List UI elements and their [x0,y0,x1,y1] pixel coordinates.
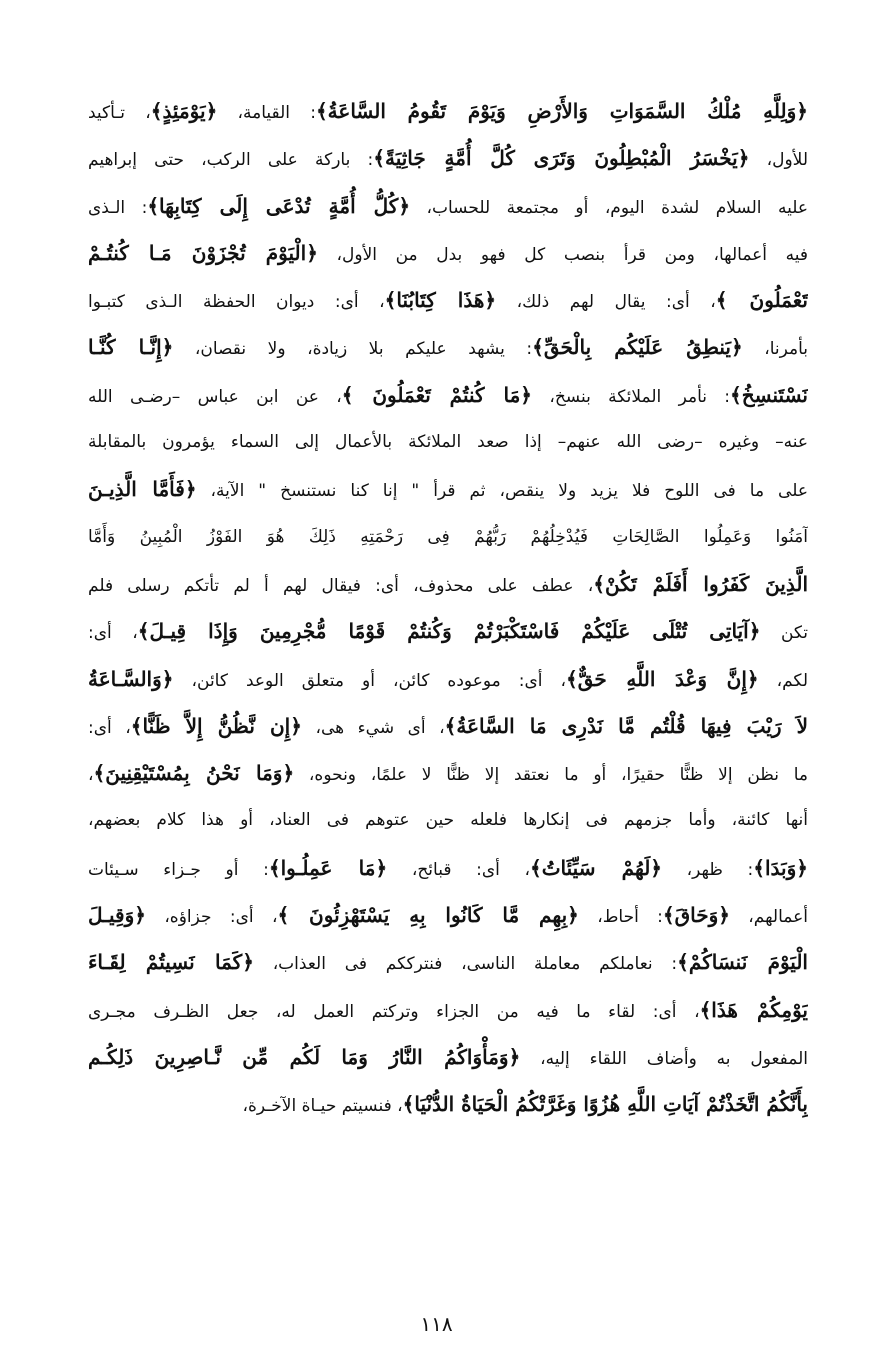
text-line-17: ﴿وَبَدَا﴾: ظهر، ﴿لَهُمْ سَيِّئَاتُ﴾، أى: قبائح، ﴿مَا عَمِلُـوا﴾: أو جـزاء سـيئات [88,855,808,880]
text-line-16: أنها كائنة، وأما جزمهم فى إنكارها فلعله حين عتوهم فى العناد، أو هذا كلام بعضهم، [88,810,808,831]
text-line-1: ﴿وَلِلَّهِ مُلْكُ السَّمَوَاتِ وَالأَرْضِ وَيَوْمَ تَقُومُ السَّاعَةُ﴾: القيامة، ﴿يَوْمَئِذٍ﴾، تـأكيد [88,99,808,123]
text-line-10: آمَنُوا وَعَمِلُوا الصَّالِحَاتِ فَيُدْخِلُهُمْ رَبُّهُمْ فِى رَحْمَتِهِ ذَلِكَ هُوَ الفَوْزُ الْمُبِينُ وَأَمَّا [88,526,808,547]
text-line-5: تَعْمَلُونَ ﴾، أى: يقال لهم ذلك، ﴿هَذَا كِتَابُنَا﴾، أى: ديوان الحفظة الـذى كتبـوا [88,288,808,313]
text-line-8: عنه– وغيره –رضى الله عنهم– إذا صعد الملائكة بالأعمال إلى السماء يؤمرون بالمقابلة [88,432,808,453]
text-line-12: تكن ﴿آيَاتِى تُتْلَى عَلَيْكُمْ فَاسْتَكْبَرْتُمْ وَكُنتُمْ قَوْمًا مُّجْرِمِينَ وَإِذَا قِيـلَ﴾، أى: [88,619,808,644]
text-line-7: نَسْتَنسِخُ﴾: نأمر الملائكة بنسخ، ﴿مَا كُنتُمْ تَعْمَلُونَ ﴾، عن ابن عباس –رضـى الله [88,382,808,407]
text-line-2: للأول، ﴿يَخْسَرُ الْمُبْطِلُونَ وَتَرَى كُلَّ أُمَّةٍ جَاثِيَةً﴾: باركة على الركب، حتى إبراهيم [88,146,808,171]
text-line-21: المفعول به وأضاف اللقاء إليه، ﴿وَمَأْوَاكُمُ النَّارُ وَمَا لَكُم مِّن نَّـاصِرِينَ ذَلِكُـم [88,1044,808,1069]
text-line-14: لاَ رَيْبَ فِيهَا قُلْتُم مَّا نَدْرِى مَا السَّاعَةُ﴾، أى شيء هى، ﴿إِن نَّظُنُّ إِلاَّ ظَنًّا﴾، أى: [88,713,808,738]
text-line-20: يَوْمِكُمْ هَذَا﴾، أى: لقاء ما فيه من الجزاء وتركتم العمل له، جعل الظـرف مجـرى [88,997,808,1022]
text-line-13: لكم، ﴿إِنَّ وَعْدَ اللَّهِ حَقٌّ﴾، أى: موعوده كائن، أو متعلق الوعد كائن، ﴿وَالسَّـاعَةُ [88,666,808,691]
page-number: ١١٨ [420,1312,453,1336]
text-line-11: الَّذِينَ كَفَرُوا أَفَلَمْ تَكُنْ﴾، عطف على محذوف، أى: فيقال لهم أ لم تأتكم رسلى فلم [88,571,808,596]
text-line-15: ما نظن إلا ظنًّا حقيرًا، أو ما نعتقد إلا ظنًّا لا علمًا، ونحوه، ﴿وَمَا نَحْنُ بِمُسْتَيْقِنِينَ﴾، [88,761,808,786]
text-line-9: على ما فى اللوح فلا يزيد ولا ينقص، ثم قرأ " إنا كنا نستنسخ " الآية، ﴿فَأَمَّا الَّذِيـنَ [88,477,808,502]
text-line-3: عليه السلام لشدة اليوم، أو مجتمعة للحساب، ﴿كُلُّ أُمَّةٍ تُدْعَى إِلَى كِتَابِهَا﴾: الـذى [88,193,808,218]
text-line-6: بأمرنا، ﴿يَنطِقُ عَلَيْكُم بِالْحَقِّ﴾: يشهد عليكم بلا زيادة، ولا نقصان، ﴿إِنَّـا كُنَّـا [88,335,808,360]
text-line-22: بِأَنَّكُمُ اتَّخَذْتُمْ آيَاتِ اللَّهِ هُزُوًا وَغَرَّتْكُمُ الْحَيَاةُ الدُّنْيَا﴾، فنسيتم حيـاة الآخـرة، [242,1092,808,1117]
text-line-19: الْيَوْمَ نَنسَاكُمْ﴾: نعاملكم معاملة الناسى، فنترككم فى العذاب، ﴿كَمَا نَسِيتُمْ لِقَـاءَ [88,950,808,975]
tafsir-text-block [88,88,808,1129]
text-line-18: أعمالهم، ﴿وَحَاقَ﴾: أحاط، ﴿بِهِم مَّا كَانُوا بِهِ يَسْتَهْزِئُونَ ﴾، أى: جزاؤه، ﴿وَقِيـلَ [88,903,808,928]
text-line-4: فيه أعمالها، ومن قرأ بنصب كل فهو بدل من الأول، ﴿الْيَوْمَ تُجْزَوْنَ مَـا كُنتُـمْ [88,240,808,265]
